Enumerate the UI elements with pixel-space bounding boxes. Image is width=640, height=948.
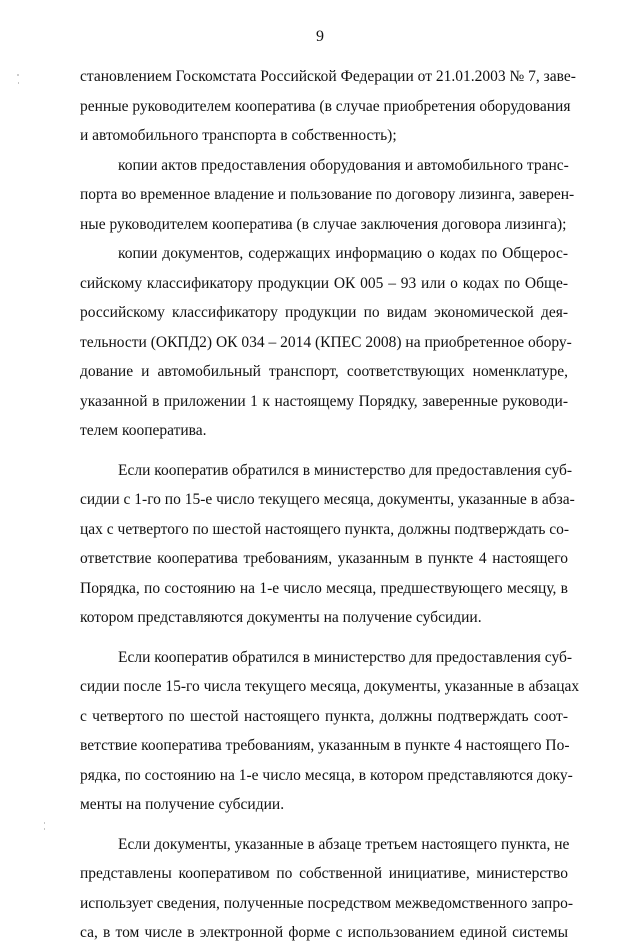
- page-number: 9: [316, 28, 324, 45]
- paragraph-first-line: Если документы, указанные в абзаце третьем настоящего пункта, не: [118, 835, 570, 853]
- document-body: [80, 62, 580, 948]
- scan-speck: [17, 74, 19, 76]
- text-line: сийскому классификатору продукции ОК 005 – 93 или о кодах по Обще-: [80, 274, 568, 292]
- text-line: ренные руководителем кооператива (в случае приобретения оборудования: [80, 97, 571, 115]
- scan-speck: [44, 828, 45, 830]
- text-line: сидии после 15-го числа текущего месяца, документы, указанные в абзацах: [80, 678, 580, 695]
- text-line: и автомобильного транспорта в собственность);: [80, 127, 397, 144]
- text-line: рядка, по состоянию на 1-е число месяца, в котором представляются доку-: [80, 766, 573, 784]
- text-line: становлением Госкомстата Российской Федерации от 21.01.2003 № 7, заве-: [80, 68, 576, 85]
- text-line: са, в том числе в электронной форме с использованием единой системы: [80, 924, 568, 941]
- text-line: менты на получение субсидии.: [80, 796, 285, 813]
- text-line: представлены кооперативом по собственной инициативе, министерство: [80, 865, 568, 882]
- text-line: использует сведения, полученные посредством межведомственного запро-: [80, 894, 573, 912]
- paragraph-first-line: Если кооператив обратился в министерство для предоставления суб-: [118, 648, 573, 666]
- text-line: с четвертого по шестой настоящего пункта, должны подтверждать соот-: [80, 707, 568, 725]
- scan-speck: [44, 822, 45, 824]
- text-line: сидии с 1-го по 15-е число текущего месяца, документы, указанные в абза-: [80, 491, 575, 508]
- paragraph-first-line: копии актов предоставления оборудования и автомобильного транс-: [118, 156, 569, 174]
- text-line: цах с четвертого по шестой настоящего пункта, должны подтверждать со-: [80, 520, 570, 538]
- text-line: дование и автомобильный транспорт, соответствующих номенклатуре,: [80, 363, 568, 380]
- paragraph-first-line: копии документов, содержащих информацию о кодах по Общерос-: [118, 245, 568, 262]
- text-line: российскому классификатору продукции по видам экономической дея-: [80, 304, 568, 321]
- text-line: Порядка, по состоянию на 1-е число месяца, предшествующего месяцу, в: [80, 579, 568, 597]
- text-line: ветствие кооператива требованиям, указанным в пункте 4 настоящего По-: [80, 737, 570, 754]
- text-line: указанной в приложении 1 к настоящему Порядку, заверенные руководи-: [80, 392, 568, 410]
- text-line: котором представляются документы на получение субсидии.: [80, 609, 482, 626]
- text-line: ответствие кооператива требованиям, указанным в пункте 4 настоящего: [80, 550, 568, 567]
- text-line: ные руководителем кооператива (в случае заключения договора лизинга);: [80, 215, 567, 233]
- text-line: тельности (ОКПД2) ОК 034 – 2014 (КПЕС 2008) на приобретенное обору-: [80, 333, 572, 351]
- paragraph-first-line: Если кооператив обратился в министерство для предоставления суб-: [118, 461, 573, 479]
- text-line: телем кооператива.: [80, 422, 207, 439]
- scan-speck: [18, 82, 19, 84]
- text-line: порта во временное владение и пользование по договору лизинга, заверен-: [80, 186, 575, 203]
